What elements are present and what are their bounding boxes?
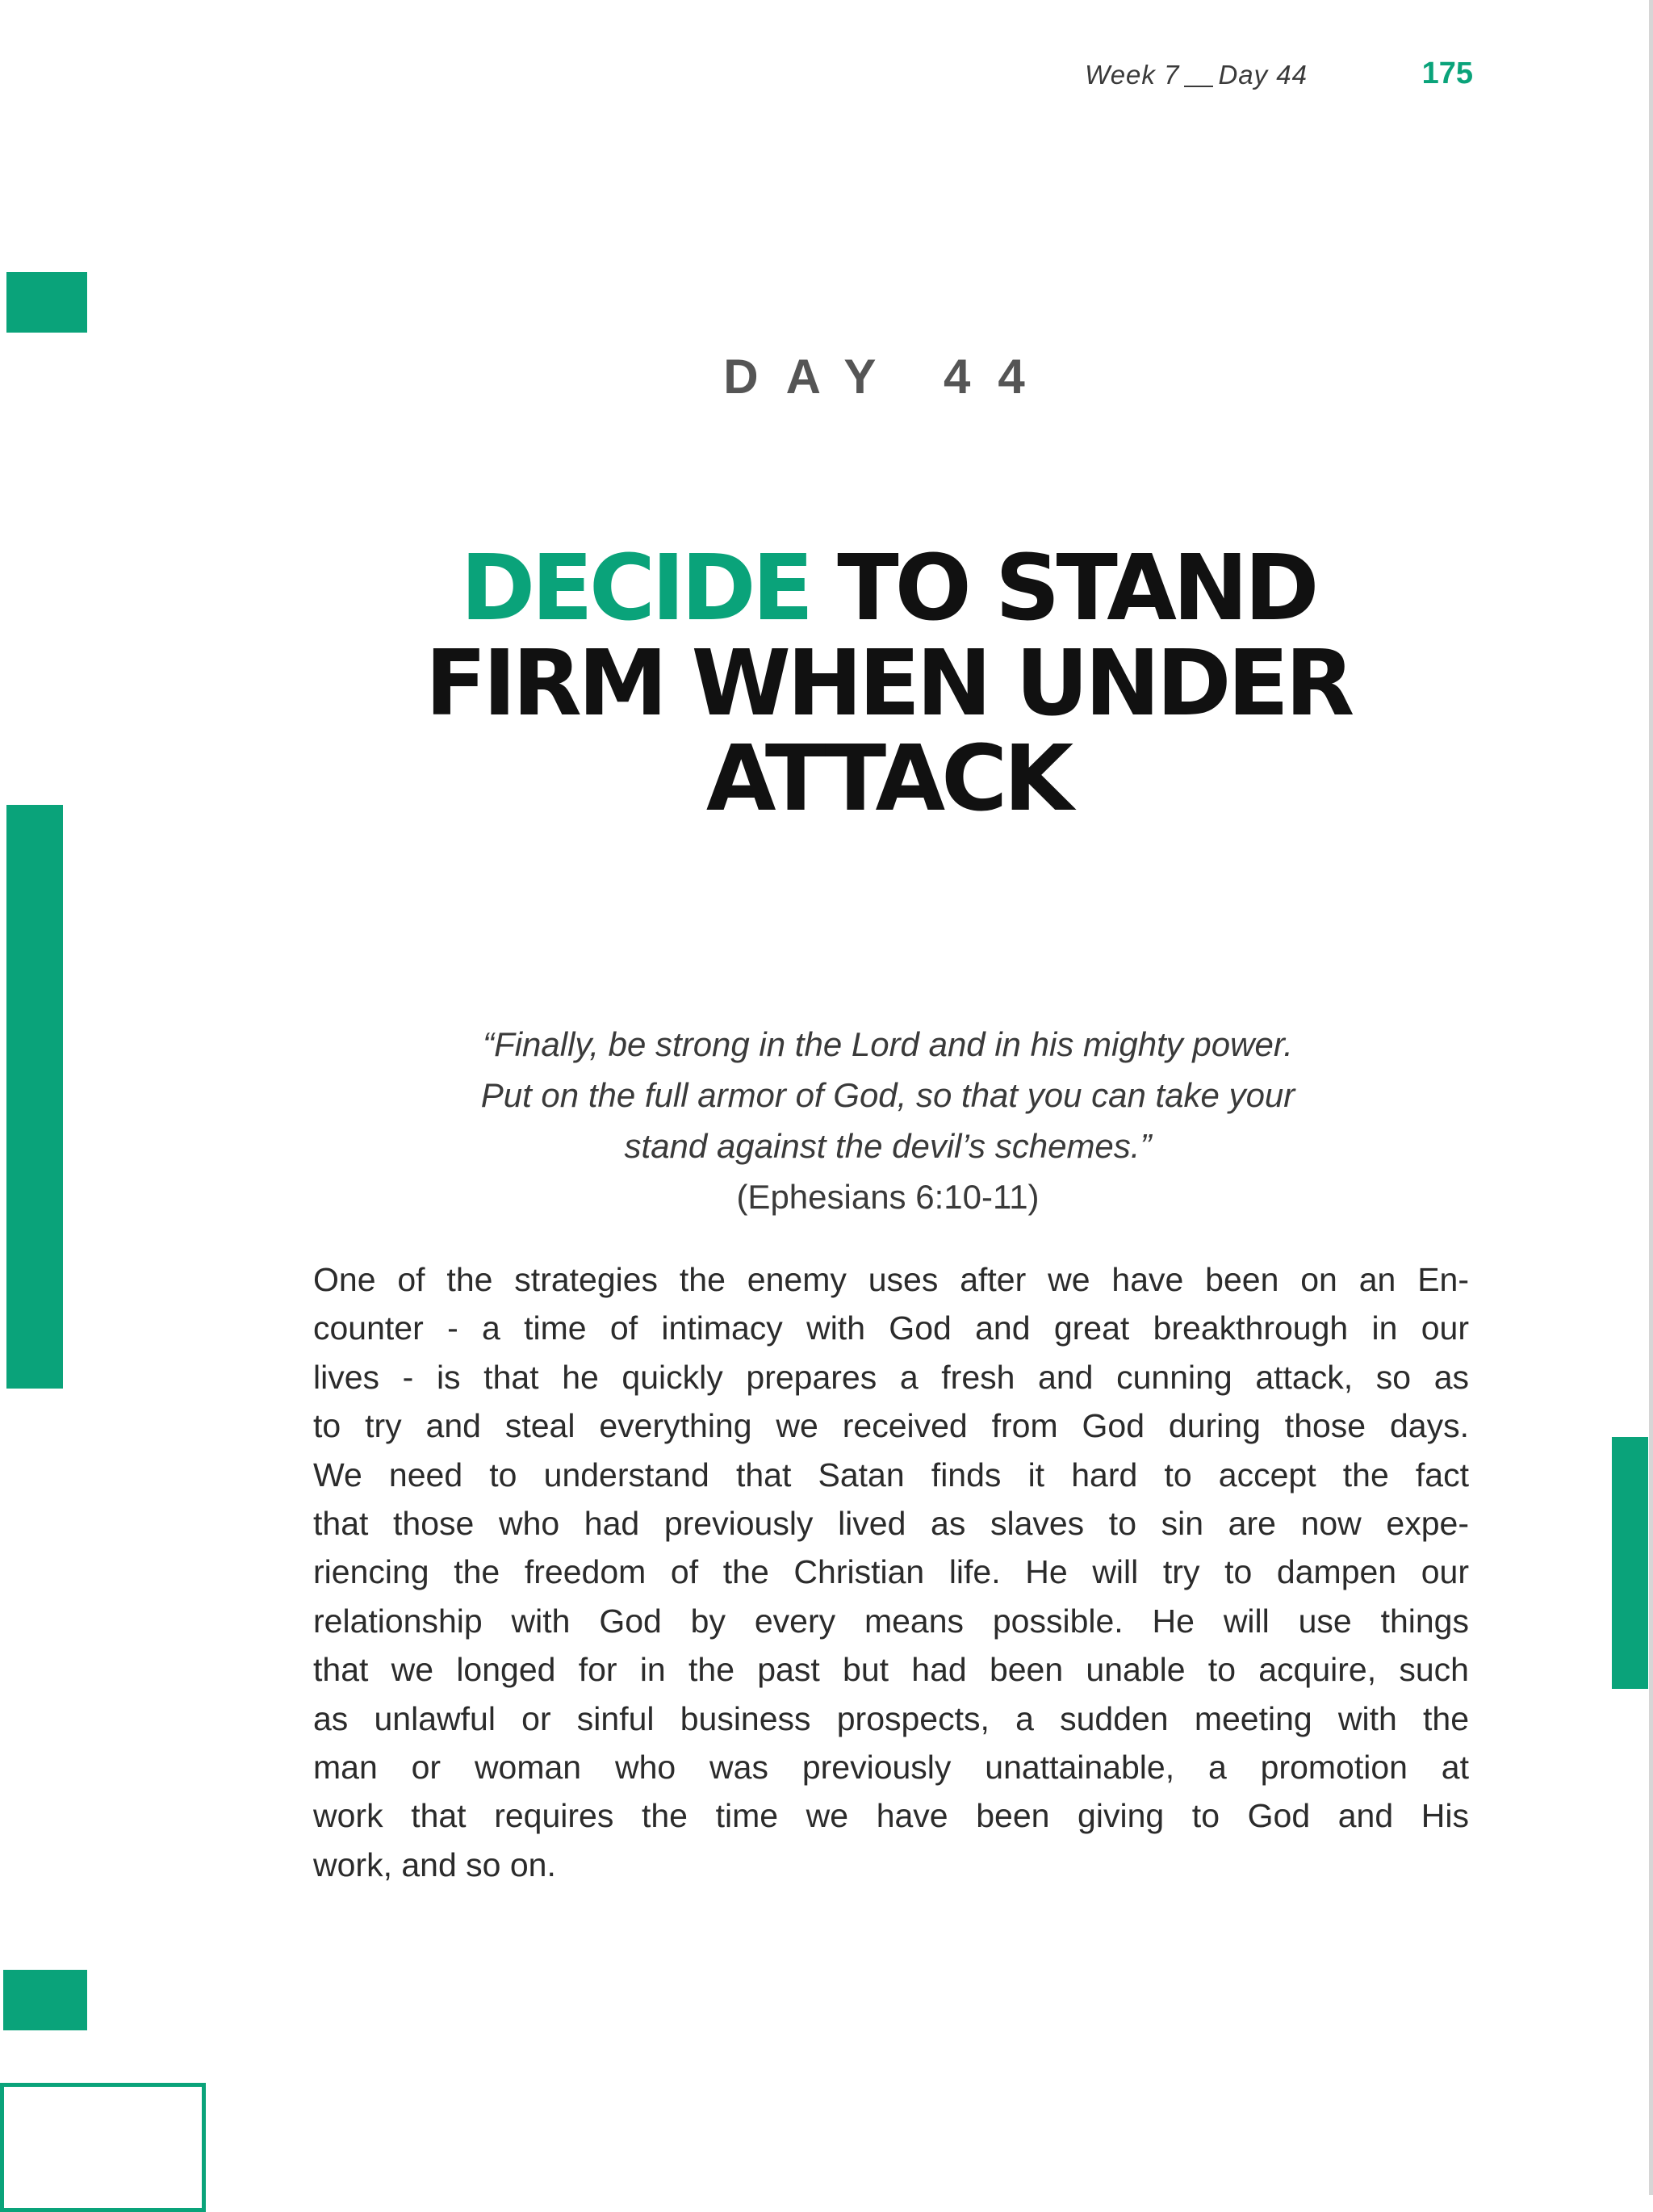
chapter-title-line1: TO STAND xyxy=(810,536,1316,641)
body-line: relationship with God by every means possible. He will use things xyxy=(313,1602,1469,1640)
epigraph-line: “Finally, be strong in the Lord and in his mighty power. xyxy=(483,1025,1293,1063)
chapter-title-line3: ATTACK xyxy=(705,727,1070,832)
body-line: that we longed for in the past but had been unable to acquire, such xyxy=(313,1651,1469,1689)
accent-bar-mid-left xyxy=(6,805,63,1389)
page-number: 175 xyxy=(1421,57,1473,90)
epigraph-citation: (Ephesians 6:10-11) xyxy=(736,1178,1040,1216)
chapter-title-line2: FIRM WHEN UNDER xyxy=(425,631,1351,736)
body-line: lives - is that he quickly prepares a fresh and cunning attack, so as xyxy=(313,1358,1469,1396)
body-line: as unlawful or sinful business prospects, a sudden meeting with the xyxy=(313,1699,1469,1737)
body-line: work that requires the time we have been giving to God and His xyxy=(313,1797,1469,1835)
body-line: One of the strategies the enemy uses after we have been on an En- xyxy=(313,1261,1469,1298)
epigraph xyxy=(315,1019,1461,1222)
running-head-week: Week 7 xyxy=(1085,60,1180,90)
body-line: man or woman who was previously unattainable, a promotion at xyxy=(313,1749,1469,1787)
body-line: that those who had previously lived as slaves to sin are now expe- xyxy=(313,1505,1469,1543)
accent-bar-bottom-left xyxy=(3,1970,87,2030)
running-head-separator xyxy=(1184,86,1213,87)
body-line: to try and steal everything we received from God during those days. xyxy=(313,1407,1469,1445)
epigraph-line: Put on the full armor of God, so that you can take your xyxy=(480,1076,1295,1114)
epigraph-line: stand against the devil’s schemes.” xyxy=(624,1127,1152,1165)
decorative-outline-box xyxy=(0,2083,206,2212)
accent-bar-top-left xyxy=(6,272,87,333)
day-label: DAY 44 xyxy=(723,350,1052,404)
running-head xyxy=(969,60,1308,90)
page-edge xyxy=(1649,0,1653,2195)
body-line: We need to understand that Satan finds it hard to accept the fact xyxy=(313,1456,1469,1494)
body-line: riencing the freedom of the Christian life. He will try to dampen our xyxy=(313,1553,1469,1591)
running-head-day: Day 44 xyxy=(1218,60,1308,90)
chapter-title-accent: DECIDE xyxy=(460,536,810,641)
chapter-title xyxy=(323,536,1453,832)
accent-bar-right xyxy=(1612,1437,1648,1689)
body-line: counter - a time of intimacy with God and great breakthrough in our xyxy=(313,1309,1469,1347)
body-line: work, and so on. xyxy=(313,1845,556,1883)
body-paragraph xyxy=(313,1255,1469,1889)
